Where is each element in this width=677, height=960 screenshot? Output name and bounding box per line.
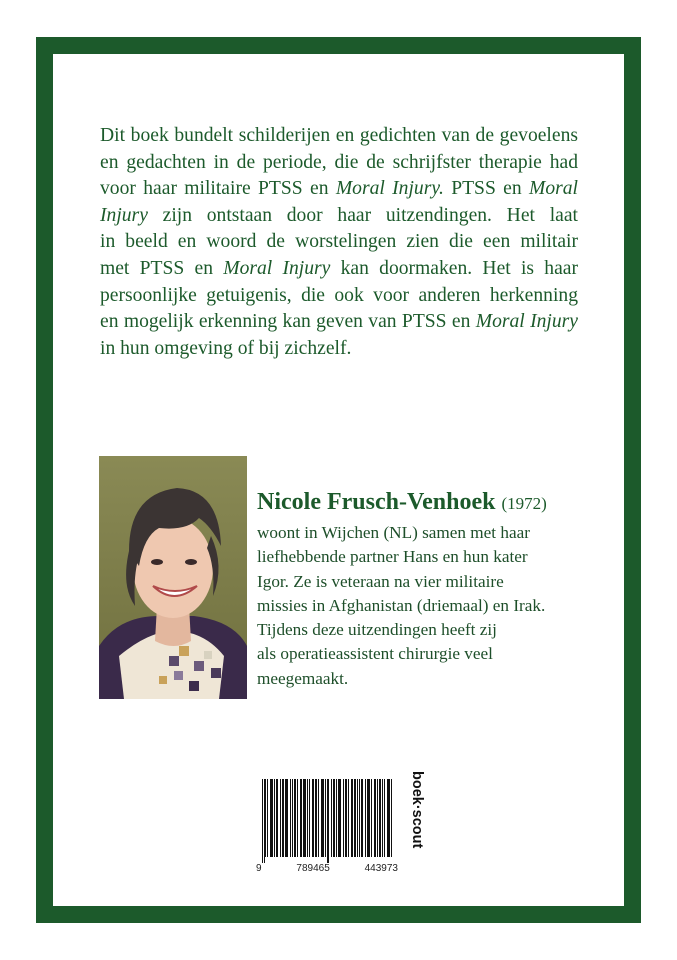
barcode-bar: [270, 779, 271, 857]
blurb-text: voor haar militaire PTSS en: [100, 178, 336, 200]
blurb-text: in beeld en woord de worstelingen zien die een militair: [100, 231, 578, 253]
barcode-bar: [303, 779, 304, 857]
publisher-name: boek·scout: [409, 771, 425, 849]
barcode-bar: [265, 779, 266, 857]
barcode-bar: [305, 779, 306, 857]
barcode-bar: [333, 779, 334, 857]
barcode-bar: [359, 779, 360, 857]
blurb-italic-term: Moral: [529, 178, 578, 200]
barcode-bar: [277, 779, 278, 857]
author-name-line: [257, 487, 587, 519]
blurb-line: [100, 203, 578, 230]
barcode-bar: [307, 779, 308, 857]
barcode-bar: [300, 779, 301, 857]
barcode-bar: [362, 779, 363, 857]
barcode-bar: [264, 779, 265, 863]
barcode-bar: [389, 779, 390, 857]
barcode-bar: [339, 779, 340, 857]
barcode-bar: [295, 779, 296, 857]
barcode-bar: [316, 779, 317, 857]
barcode-bar: [369, 779, 370, 857]
barcode-bar: [285, 779, 286, 857]
barcode-bar: [262, 779, 263, 863]
author-bio-line: woont in Wijchen (NL) samen met haar: [257, 523, 530, 542]
barcode-bar: [313, 779, 314, 857]
barcode-bar: [391, 779, 392, 857]
barcode-bar: [323, 779, 324, 857]
barcode-bar: [294, 779, 295, 857]
barcode-bar: [346, 779, 347, 857]
blurb-line: [100, 150, 578, 177]
isbn-digit-group: 443973: [364, 863, 398, 874]
barcode-bar: [280, 779, 281, 857]
blurb-text: met PTSS en: [100, 257, 224, 279]
barcode-bar: [301, 779, 302, 857]
back-cover-blurb: [100, 123, 578, 362]
barcode-bar: [287, 779, 288, 857]
barcode-bar: [297, 779, 298, 857]
barcode-bar: [290, 779, 291, 857]
isbn-barcode: [256, 779, 398, 875]
author-bio-line: meegemaakt.: [257, 668, 349, 688]
author-bio-line: Igor. Ze is veteraan na vier militaire: [257, 571, 504, 591]
barcode-bar: [315, 779, 316, 857]
barcode-bar: [331, 779, 332, 857]
isbn-digit-group: 789465: [296, 863, 330, 874]
blurb-line: [100, 309, 578, 336]
barcode-bar: [384, 779, 385, 857]
barcode-bar: [292, 779, 293, 857]
barcode-bar: [365, 779, 366, 857]
blurb-line: [100, 123, 578, 150]
barcode-bar: [361, 779, 362, 857]
barcode-bar: [267, 779, 268, 857]
barcode-bar: [318, 779, 319, 857]
barcode-bar: [387, 779, 388, 857]
blurb-line: [100, 176, 578, 203]
author-birth-year: (1972): [501, 494, 547, 513]
barcode-bar: [312, 779, 313, 857]
blurb-text: in hun omgeving of bij zichzelf.: [100, 337, 352, 359]
barcode-bar: [272, 779, 273, 857]
barcode-bar: [325, 779, 326, 857]
barcode-bar: [340, 779, 341, 857]
author-portrait: [99, 456, 247, 699]
barcode-bar: [283, 779, 284, 857]
blurb-italic-term: Moral Injury: [223, 257, 331, 279]
barcode-bar: [348, 779, 349, 857]
barcode-bar: [343, 779, 344, 857]
barcode-bar: [321, 779, 322, 857]
blurb-italic-term: Moral Injury.: [335, 178, 444, 200]
blurb-italic-term: Moral Injury: [475, 311, 578, 333]
blurb-text: en gedachten in de periode, die de schrijfster therapie had: [100, 151, 578, 173]
blurb-text: persoonlijke getuigenis, die ook voor anderen herkenning: [100, 284, 578, 306]
barcode-bar: [338, 779, 339, 857]
barcode-bar: [379, 779, 380, 857]
author-section: [257, 487, 587, 691]
barcode-bar: [322, 779, 323, 857]
barcode-bar: [276, 779, 277, 857]
barcode-bar: [355, 779, 356, 857]
barcode-bar: [328, 779, 329, 863]
barcode-bar: [327, 779, 328, 863]
blurb-line: [100, 256, 578, 283]
barcode-bar: [336, 779, 337, 857]
blurb-text: kan doormaken. Het is haar: [330, 257, 578, 279]
barcode-bar: [367, 779, 368, 857]
barcode-bar: [286, 779, 287, 857]
barcode-bar: [375, 779, 376, 857]
barcode-bar: [351, 779, 352, 857]
barcode-bar: [334, 779, 335, 857]
isbn-digit-group: 9: [256, 863, 262, 874]
barcode-bar: [380, 779, 381, 857]
barcode-bar: [271, 779, 272, 857]
barcode-bar: [377, 779, 378, 857]
blurb-line: [100, 336, 578, 363]
barcode-bar: [354, 779, 355, 857]
barcode-bar: [345, 779, 346, 857]
isbn-digits: [256, 863, 398, 874]
blurb-text: zijn ontstaan door haar uitzendingen. Het laat: [147, 204, 578, 226]
barcode-bar: [304, 779, 305, 857]
barcode-bar: [274, 779, 275, 857]
blurb-text: PTSS en: [443, 178, 530, 200]
barcode-bar: [282, 779, 283, 857]
barcode-bar: [368, 779, 369, 857]
author-bio: [257, 521, 587, 691]
barcode-bar: [388, 779, 389, 857]
barcode-bar: [352, 779, 353, 857]
blurb-line: [100, 283, 578, 310]
publisher-logo: [408, 770, 425, 868]
blurb-italic-term: Injury: [100, 204, 148, 226]
author-name: Nicole Frusch-Venhoek: [257, 489, 496, 515]
barcode-bar: [374, 779, 375, 857]
barcode-bar: [309, 779, 310, 857]
barcode-bar: [357, 779, 358, 857]
blurb-text: en mogelijk erkenning kan geven van PTSS en: [100, 311, 476, 333]
author-bio-line: liefhebbende partner Hans en hun kater: [257, 547, 528, 567]
author-bio-line: als operatieassistent chirurgie veel: [257, 644, 493, 664]
barcode-bar: [382, 779, 383, 857]
blurb-line: [100, 229, 578, 256]
author-bio-line: Tijdens deze uitzendingen heeft zij: [257, 620, 497, 640]
author-bio-line: missies in Afghanistan (driemaal) en Irak.: [257, 595, 546, 615]
blurb-text: Dit boek bundelt schilderijen en gedichten van de gevoelens: [100, 125, 578, 146]
barcode-bar: [371, 779, 372, 857]
